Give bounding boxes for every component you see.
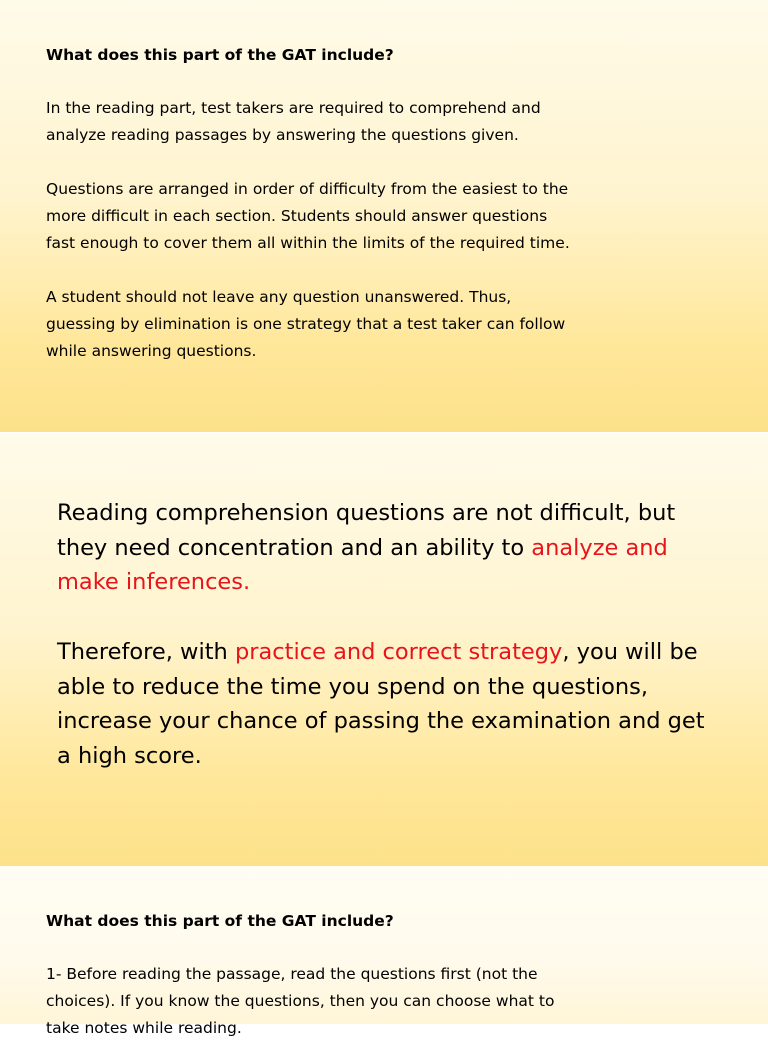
slide-3-paragraph: 1- Before reading the passage, read the questions first (not the choices). If you know the questions, then you can choose what to take notes while reading. bbox=[46, 965, 555, 1037]
slide-1 bbox=[0, 0, 768, 432]
slide-2-paragraph-2-highlight: practice and correct strategy bbox=[234, 639, 563, 665]
slide-1-paragraph-1: In the reading part, test takers are required to comprehend and analyze reading passages by answering the questions given. bbox=[46, 99, 541, 144]
slide-3 bbox=[0, 866, 768, 1037]
slide-2 bbox=[0, 433, 768, 866]
slide-2-paragraph-1-text: Reading comprehension questions are not difficult, but they need concentration and an ability to bbox=[57, 500, 676, 561]
slide-1-paragraph-2: Questions are arranged in order of difficulty from the easiest to the more difficult in each section. Students should answer questions fast enough to cover them all within the limits of the required time. bbox=[46, 180, 570, 252]
slide-3-title: What does this part of the GAT include? bbox=[46, 912, 394, 930]
slide-1-title: What does this part of the GAT include? bbox=[46, 46, 394, 64]
slide-2-paragraph-2-text-start: Therefore, with bbox=[57, 639, 235, 665]
slide-2-paragraph-1-highlight: analyze and make inferences. bbox=[57, 534, 668, 595]
slide-1-paragraph-3: A student should not leave any question unanswered. Thus, guessing by elimination is one strategy that a test taker can follow while answering questions. bbox=[46, 288, 566, 360]
slide-2-paragraph-1 bbox=[57, 496, 717, 600]
slide-2-paragraph-2 bbox=[57, 635, 722, 773]
slide-2-paragraph-2-text-end: , you will be able to reduce the time you spend on the questions, increase your chance of passing the examination and get a high score. bbox=[57, 639, 705, 769]
